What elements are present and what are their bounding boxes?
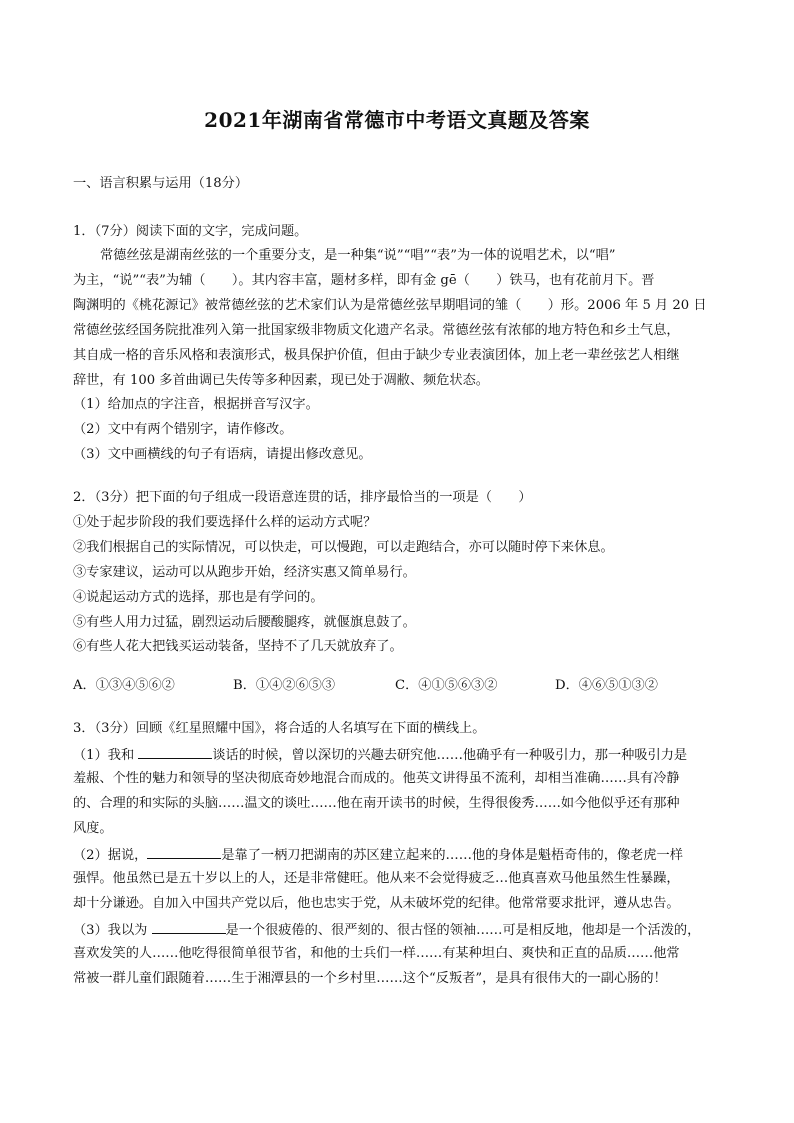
- section-heading: 一、语言积累与运用（18分）: [73, 176, 249, 191]
- passage-line: 常德丝弦经国务院批准列入第一批国家级非物质文化遗产名录。常德丝弦有浓郁的地方特色和乡土气息，: [73, 323, 680, 338]
- answer-blank[interactable]: [147, 845, 221, 859]
- passage-line: 辞世，有 100 多首曲调已失传等多种因素，现已处于凋敝、频危状态。: [73, 373, 489, 388]
- passage-text: （3）我以为: [73, 923, 152, 938]
- passage-text: 是一个很疲倦的、很严刻的、很古怪的领袖……可是相反地，他却是一个活泼的，: [225, 923, 701, 938]
- passage-line: [73, 745, 687, 765]
- passage-line: 却十分谦逊。自加入中国共产党以后，他也忠实于党，从未破坏党的纪律。他常常要求批评，遵从忠告。: [73, 896, 680, 911]
- passage-line: 强悍。他虽然已是五十岁以上的人，还是非常健旺。他从来不会觉得疲乏…他真喜欢马他虽然生性暴躁，: [73, 871, 680, 886]
- sentence-item: ①处于起步阶段的我们要选择什么样的运动方式呢？: [73, 515, 377, 530]
- passage-line: [73, 920, 700, 940]
- option-a: A．①③④⑤⑥②: [73, 678, 175, 693]
- sub-question: （2）文中有两个错别字，请作修改。: [73, 422, 293, 437]
- sentence-item: ②我们根据自己的实际情况，可以快走，可以慢跑，可以走跑结合，亦可以随时停下来休息。: [73, 540, 614, 555]
- passage-line: 其自成一格的音乐风格和表演形式，极具保护价值，但由于缺少专业表演团体，加上老一辈丝弦艺人相继: [73, 348, 680, 363]
- option-b: B．①④②⑥⑤③: [233, 678, 336, 693]
- answer-blank[interactable]: [138, 745, 212, 759]
- question-2-heading: 2．（3分）把下面的句子组成一段语意连贯的话，排序最恰当的一项是（ ）: [73, 490, 532, 505]
- answer-blank[interactable]: [152, 920, 226, 934]
- passage-line: 羞赧、个性的魅力和领导的坚决彻底奇妙地混合而成的。他英文讲得虽不流利，却相当准确……具有冷静: [73, 771, 680, 786]
- sentence-item: ⑤有些人用力过猛，剧烈运动后腰酸腿疼，就偃旗息鼓了。: [73, 615, 416, 630]
- passage-line: 风度。: [73, 821, 113, 836]
- passage-line: 的、合理的和实际的头脑……温文的谈吐……他在南开读书的时候，生得很俊秀……如今他似乎还有那种: [73, 796, 680, 811]
- question-1-heading: 1．（7分）阅读下面的文字，完成问题。: [73, 224, 308, 239]
- passage-line: 喜欢发笑的人……他吃得很简单很节省，和他的士兵们一样……有某种坦白、爽快和正直的品质……他常: [73, 946, 680, 961]
- page-title: 2021年湖南省常德市中考语文真题及答案: [204, 108, 590, 132]
- passage-line: 常德丝弦是湖南丝弦的一个重要分支，是一种集“说”“唱”“表”为一体的说唱艺术，以“唱”: [100, 248, 616, 263]
- passage-text: （1）我和: [73, 748, 139, 763]
- sub-question: （3）文中画横线的句子有语病，请提出修改意见。: [73, 447, 372, 462]
- option-d: D．④⑥⑤①③②: [555, 678, 658, 693]
- passage-text: （2）据说，: [73, 848, 148, 863]
- passage-line: 常被一群儿童们跟随着……生于湘潭县的一个乡村里……这个“反叛者”，是具有很伟大的一副心肠的！: [73, 971, 667, 986]
- sentence-item: ⑥有些人花大把钱买运动装备，坚持不了几天就放弃了。: [73, 639, 403, 654]
- passage-text: 是靠了一柄刀把湖南的苏区建立起来的……他的身体是魁梧奇伟的，像老虎一样: [221, 848, 683, 863]
- question-3-heading: 3．（3分）回顾《红星照耀中国》，将合适的人名填写在下面的横线上。: [73, 721, 486, 736]
- passage-line: 为主，“说”“表”为辅（ ）。其内容丰富，题材多样，即有金 gē（ ）铁马，也有花前月下。晋: [73, 273, 655, 288]
- sub-question: （1）给加点的字注音，根据拼音写汉字。: [73, 397, 319, 412]
- sentence-item: ③专家建议，运动可以从跑步开始，经济实惠又简单易行。: [73, 565, 416, 580]
- passage-line: [73, 845, 683, 865]
- passage-text: 谈话的时候，曾以深切的兴趣去研究他……他确乎有一种吸引力，那一种吸引力是: [212, 748, 688, 763]
- sentence-item: ④说起运动方式的选择，那也是有学问的。: [73, 590, 324, 605]
- passage-line: 陶渊明的《桃花源记》被常德丝弦的艺术家们认为是常德丝弦早期唱词的雏（ ）形。2006 年 5 月 20 日: [73, 298, 707, 313]
- option-c: C．④①⑤⑥③②: [395, 678, 498, 693]
